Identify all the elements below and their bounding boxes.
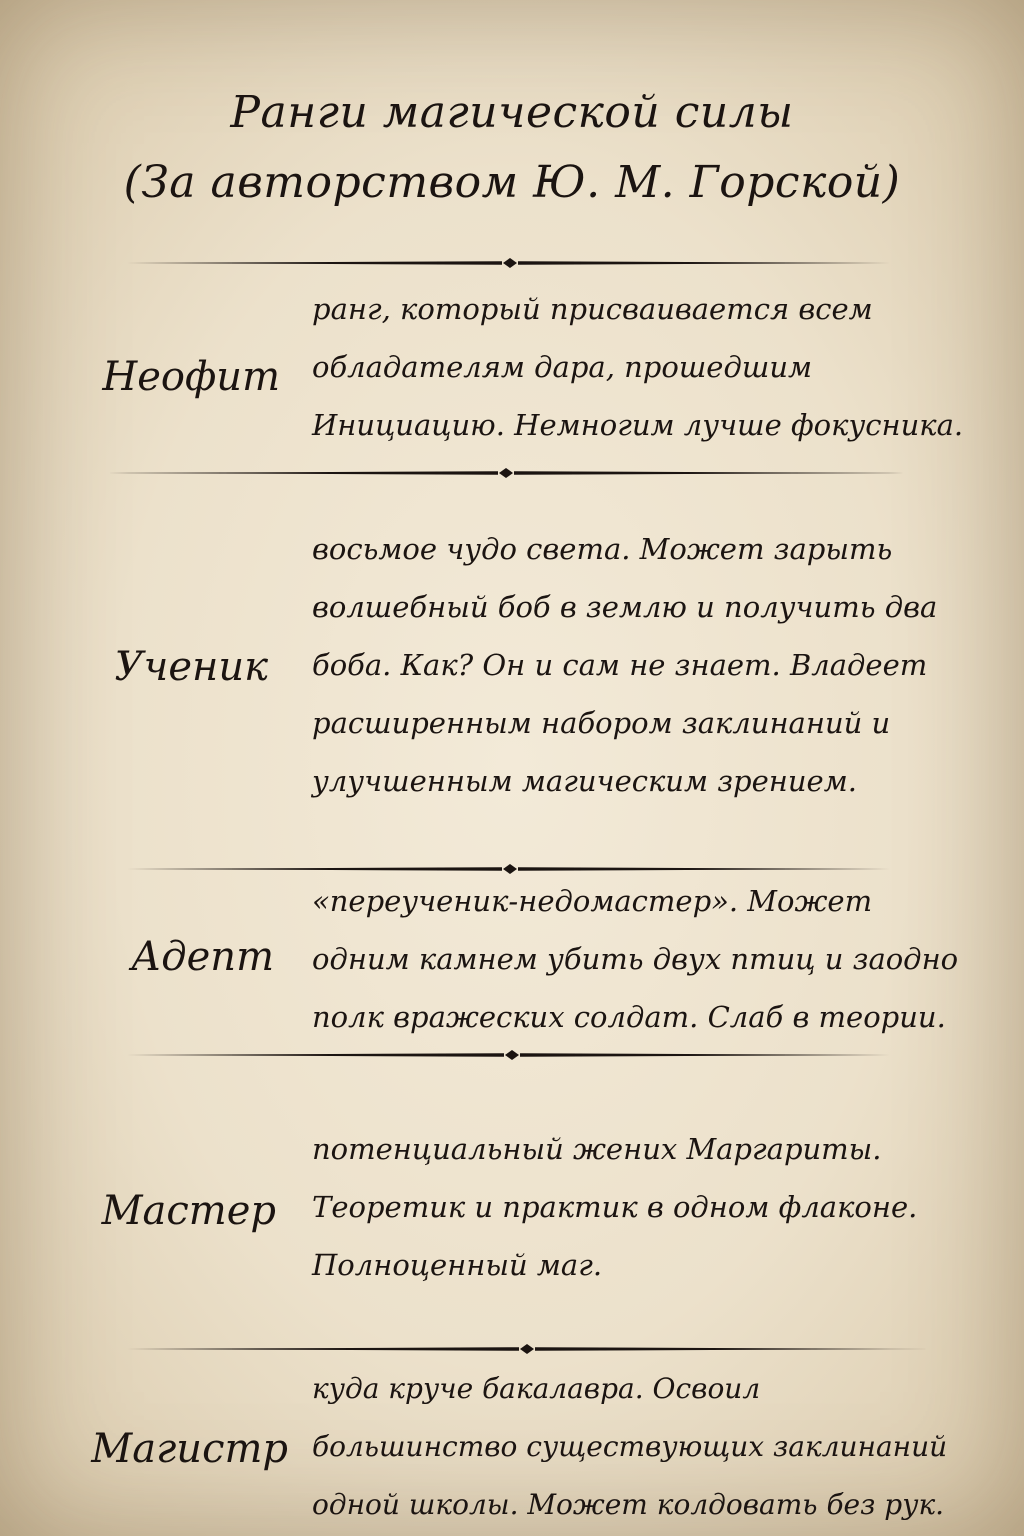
description-line: расширенным набором заклинаний и: [312, 706, 891, 740]
description-line: обладателям дара, прошедшим: [312, 350, 813, 384]
description-line: ранг, который присваивается всем: [312, 292, 873, 326]
description-line: потенциальный жених Маргариты.: [312, 1132, 882, 1166]
title-line-1: Ранги магической силы: [230, 87, 794, 138]
description-line: одним камнем убить двух птиц и заодно: [312, 942, 959, 976]
divider-diamond: [520, 1344, 534, 1354]
divider-diamond: [499, 468, 513, 478]
divider-ornament-icon: [120, 256, 900, 270]
divider-5: [124, 1342, 930, 1356]
rank-name: Ученик: [114, 644, 268, 690]
description-line: полк вражеских солдат. Слаб в теории.: [312, 1000, 946, 1034]
rank-name: Магистр: [91, 1426, 288, 1472]
rank-description: [312, 1120, 1020, 1294]
divider-left-stroke: [124, 1053, 504, 1057]
divider-left-stroke: [124, 1347, 519, 1351]
divider-2: [108, 466, 904, 480]
divider-left-stroke: [108, 471, 498, 475]
description-line: боба. Как? Он и сам не знает. Владеет: [312, 648, 928, 682]
divider-right-stroke: [518, 867, 900, 871]
divider-4: [124, 1048, 900, 1062]
description-line: Инициацию. Немногим лучше фокусника.: [312, 408, 964, 442]
description-line: одной школы. Может колдовать без рук.: [312, 1488, 945, 1521]
description-line: куда круче бакалавра. Освоил: [312, 1372, 761, 1405]
description-line: волшебный боб в землю и получить два: [312, 590, 938, 624]
divider-right-stroke: [535, 1347, 930, 1351]
divider-ornament-icon: [108, 466, 904, 480]
page-title: [0, 78, 1024, 218]
divider-right-stroke: [518, 261, 900, 265]
divider-ornament-icon: [124, 1048, 900, 1062]
rank-name: Адепт: [130, 934, 274, 980]
rank-name: Мастер: [101, 1188, 276, 1234]
description-line: улучшенным магическим зрением.: [312, 764, 857, 798]
description-line: восьмое чудо света. Может зарыть: [312, 532, 893, 566]
rank-name: Неофит: [102, 354, 280, 400]
rank-description: [312, 1360, 1020, 1534]
divider-ornament-icon: [124, 1342, 930, 1356]
rank-description: [312, 872, 1020, 1046]
divider-right-stroke: [520, 1053, 900, 1057]
description-line: «переученик-недомастер». Может: [312, 884, 873, 918]
divider-diamond: [505, 1050, 519, 1060]
rank-description: [312, 520, 1020, 810]
description-line: Теоретик и практик в одном флаконе.: [312, 1190, 918, 1224]
title-line-2: (За авторством Ю. М. Горской): [123, 157, 901, 208]
divider-left-stroke: [120, 261, 502, 265]
description-line: Полноценный маг.: [312, 1248, 603, 1282]
divider-1: [120, 256, 900, 270]
description-line: большинство существующих заклинаний: [312, 1430, 948, 1463]
rank-description: [312, 280, 1020, 454]
divider-left-stroke: [120, 867, 502, 871]
divider-diamond: [503, 258, 517, 268]
divider-right-stroke: [514, 471, 904, 475]
